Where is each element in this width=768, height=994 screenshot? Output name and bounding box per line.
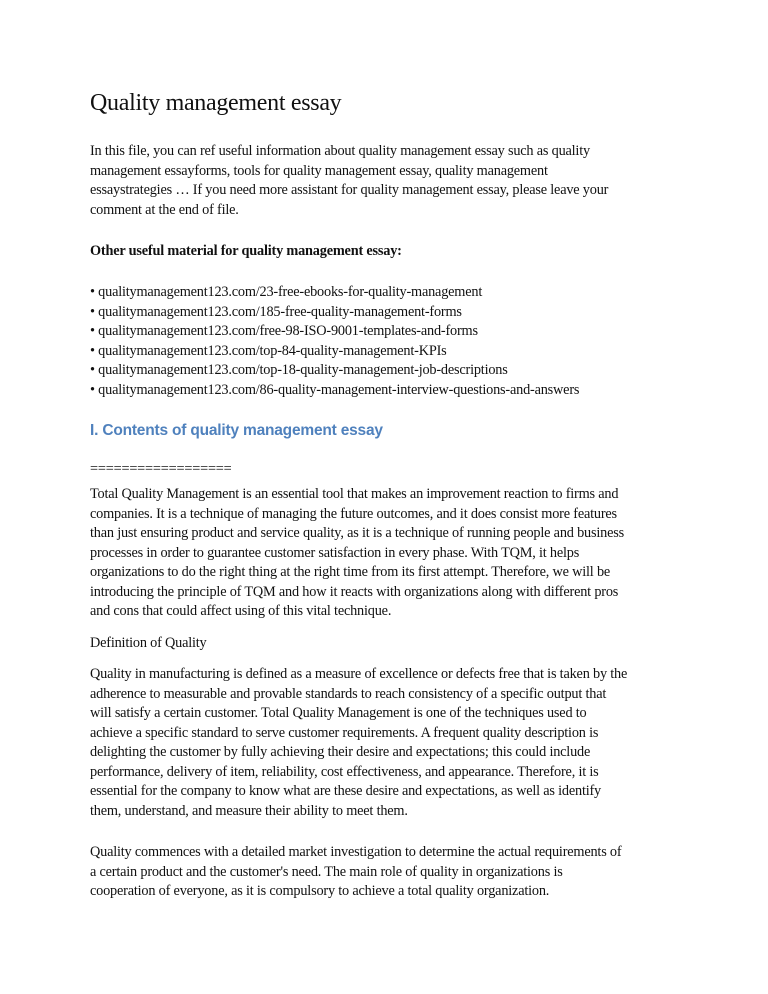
text-line: comment at the end of file.	[90, 201, 239, 218]
text-line: Total Quality Management is an essential tool that makes an improvement reaction to firms and	[90, 486, 619, 502]
link-item[interactable]: • qualitymanagement123.com/23-free-ebooks-for-quality-management	[90, 284, 483, 300]
text-line: than just ensuring product and service quality, as it is a technique of running people and business	[90, 525, 624, 541]
text-line: organizations to do the right thing at the right time from its first attempt. Therefore, we will be	[90, 564, 611, 580]
text-line: Quality in manufacturing is defined as a measure of excellence or defects free that is taken by the	[90, 666, 628, 682]
link-item[interactable]: • qualitymanagement123.com/top-84-quality-management-KPIs	[90, 342, 447, 359]
text-line: and cons that could affect using of this vital technique.	[90, 603, 392, 619]
text-line: adherence to measurable and provable standards to reach consistency of a specific output that	[90, 685, 607, 702]
text-line: delighting the customer by fully achieving their desire and expectations; this could include	[90, 744, 591, 760]
text-line: performance, delivery of item, reliability, cost effectiveness, and appearance. Therefore, it is	[90, 763, 599, 780]
section-heading-contents: I. Contents of quality management essay	[90, 422, 383, 439]
text-line: achieve a specific standard to serve customer requirements. A frequent quality description is	[90, 724, 599, 741]
separator-rule: ==================	[90, 461, 232, 477]
intro-paragraph	[90, 142, 730, 220]
text-line: will satisfy a certain customer. Total Quality Management is one of the techniques used to	[90, 705, 587, 721]
link-item[interactable]: • qualitymanagement123.com/185-free-quality-management-forms	[90, 303, 462, 320]
link-item[interactable]: • qualitymanagement123.com/top-18-quality-management-job-descriptions	[90, 362, 508, 378]
text-line: processes in order to guarantee customer satisfaction in every phase. With TQM, it helps	[90, 544, 580, 561]
text-line: management essayforms, tools for quality management essay, quality management	[90, 162, 548, 179]
commencement-paragraph	[90, 843, 730, 902]
other-material-heading: Other useful material for quality management essay:	[90, 243, 402, 259]
document-title: Quality management essay	[90, 90, 342, 116]
definition-paragraph	[90, 665, 730, 821]
tqm-paragraph	[90, 485, 730, 622]
link-item[interactable]: • qualitymanagement123.com/86-quality-management-interview-questions-and-answers	[90, 381, 580, 398]
link-item[interactable]: • qualitymanagement123.com/free-98-ISO-9001-templates-and-forms	[90, 323, 478, 339]
text-line: introducing the principle of TQM and how it reacts with organizations along with different pros	[90, 583, 619, 600]
text-line: a certain product and the customer's need. The main role of quality in organizations is	[90, 863, 563, 880]
definition-heading: Definition of Quality	[90, 635, 207, 651]
text-line: cooperation of everyone, as it is compulsory to achieve a total quality organization.	[90, 883, 550, 899]
text-line: essaystrategies … If you need more assistant for quality management essay, please leave your	[90, 182, 609, 198]
text-line: them, understand, and measure their ability to meet them.	[90, 802, 408, 819]
text-line: companies. It is a technique of managing the future outcomes, and it does consist more features	[90, 505, 617, 522]
text-line: essential for the company to know what are these desire and expectations, as well as identify	[90, 783, 602, 799]
links-list	[90, 283, 730, 400]
text-line: In this file, you can ref useful information about quality management essay such as quality	[90, 143, 590, 159]
text-line: Quality commences with a detailed market investigation to determine the actual requirements of	[90, 844, 622, 860]
